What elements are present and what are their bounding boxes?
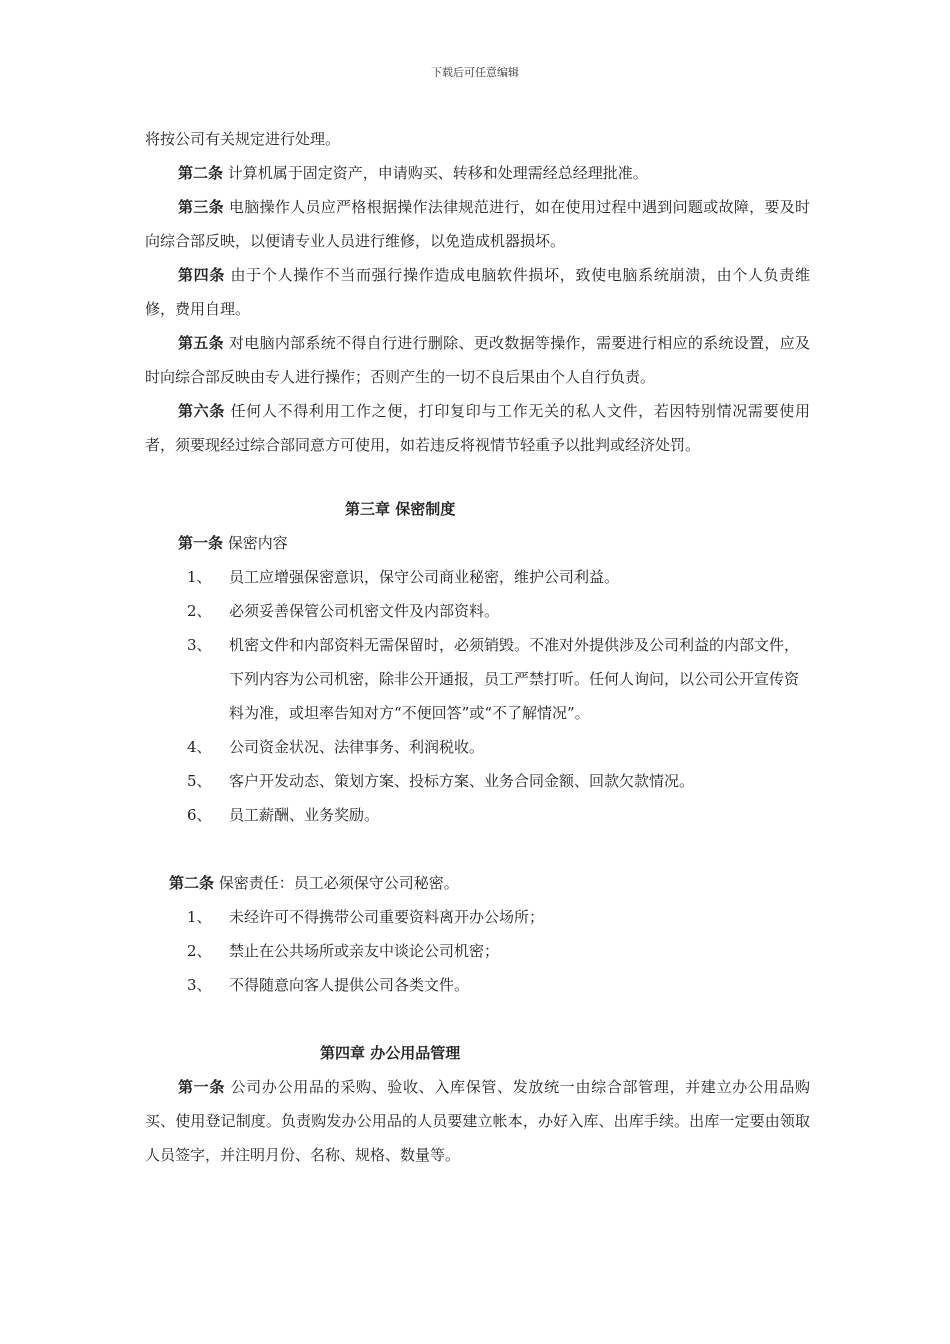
chapter-3-article-2 — [145, 866, 810, 900]
article-text: 保密内容 — [227, 534, 288, 552]
list-item — [145, 900, 810, 934]
list-number: 2、 — [187, 602, 212, 620]
list-item — [145, 730, 810, 764]
article-text: 公司办公用品的采购、验收、入库保管、发放统一由综合部管理，并建立办公用品购买、使用登记制度。负责购发办公用品的人员要建立帐本，办好入库、出库手续。出库一定要由领取人员签字，并注明月份、名称、规格、数量等。 — [145, 1078, 810, 1164]
intro-continued: 将按公司有关规定进行处理。 — [145, 130, 341, 148]
article-text: 电脑操作人员应严格根据操作法律规范进行，如在使用过程中遇到问题或故障，要及时向综合部反映，以便请专业人员进行维修，以免造成机器损坏。 — [145, 198, 810, 250]
article-text: 由于个人操作不当而强行操作造成电脑软件损坏，致使电脑系统崩溃，由个人负责维修，费用自理。 — [145, 266, 810, 318]
list-text: 客户开发动态、策划方案、投标方案、业务合同金额、回款欠款情况。 — [229, 772, 695, 790]
chapter-4-article-1 — [145, 1070, 810, 1172]
spacer — [145, 1002, 810, 1036]
article-label: 第二条 — [178, 164, 224, 182]
list-item — [145, 594, 810, 628]
article-label: 第一条 — [178, 534, 224, 552]
article-5 — [145, 326, 810, 394]
list-item — [145, 764, 810, 798]
chapter-3-title: 第三章 保密制度 — [345, 500, 456, 518]
confidential-duty-list — [145, 900, 810, 1002]
list-text: 员工薪酬、业务奖励。 — [229, 806, 380, 824]
list-text: 不得随意向客人提供公司各类文件。 — [229, 976, 470, 994]
article-6 — [145, 394, 810, 462]
article-3 — [145, 190, 810, 258]
list-text: 禁止在公共场所或亲友中谈论公司机密； — [229, 942, 500, 960]
article-label: 第三条 — [178, 198, 224, 216]
list-number: 3、 — [187, 636, 212, 654]
list-item — [145, 968, 810, 1002]
list-item — [145, 934, 810, 968]
article-text: 对电脑内部系统不得自行进行删除、更改数据等操作，需要进行相应的系统设置，应及时向综合部反映由专人进行操作；否则产生的一切不良后果由个人自行负责。 — [145, 334, 810, 386]
list-number: 2、 — [187, 942, 212, 960]
list-number: 1、 — [187, 908, 212, 926]
document-body — [145, 122, 810, 1172]
list-text: 必须妥善保管公司机密文件及内部资料。 — [229, 602, 500, 620]
article-text: 任何人不得利用工作之便，打印复印与工作无关的私人文件，若因特别情况需要使用者，须要现经过综合部同意方可使用，如若违反将视情节轻重予以批判或经济处罚。 — [145, 402, 810, 454]
article-text: 计算机属于固定资产，申请购买、转移和处理需经总经理批准。 — [227, 164, 648, 182]
article-label: 第五条 — [178, 334, 224, 352]
list-item — [145, 798, 810, 832]
list-number: 1、 — [187, 568, 212, 586]
list-text: 未经许可不得携带公司重要资料离开办公场所； — [229, 908, 545, 926]
list-text: 员工应增强保密意识，保守公司商业秘密，维护公司利益。 — [229, 568, 620, 586]
list-number: 4、 — [187, 738, 212, 756]
article-label: 第二条 — [169, 874, 215, 892]
list-number: 3、 — [187, 976, 212, 994]
article-4 — [145, 258, 810, 326]
list-item — [145, 628, 810, 730]
article-label: 第一条 — [178, 1078, 226, 1096]
list-text: 公司资金状况、法律事务、利润税收。 — [229, 738, 485, 756]
list-item — [145, 560, 810, 594]
chapter-3-article-1 — [145, 526, 810, 560]
list-text: 机密文件和内部资料无需保留时，必须销毁。不准对外提供涉及公司利益的内部文件，下列内容为公司机密，除非公开通报，员工严禁打听。任何人询问，以公司公开宣传资料为准，或坦率告知对方“不便回答”或“不了解情况”。 — [229, 636, 800, 722]
list-number: 6、 — [187, 806, 212, 824]
confidential-content-list — [145, 560, 810, 832]
chapter-4-title: 第四章 办公用品管理 — [320, 1044, 461, 1062]
spacer — [145, 832, 810, 866]
list-number: 5、 — [187, 772, 212, 790]
spacer — [145, 462, 810, 492]
article-label: 第四条 — [178, 266, 226, 284]
article-label: 第六条 — [178, 402, 226, 420]
article-2 — [145, 156, 810, 190]
article-text: 保密责任：员工必须保守公司秘密。 — [218, 874, 459, 892]
page-header: 下载后可任意编辑 — [431, 66, 519, 79]
